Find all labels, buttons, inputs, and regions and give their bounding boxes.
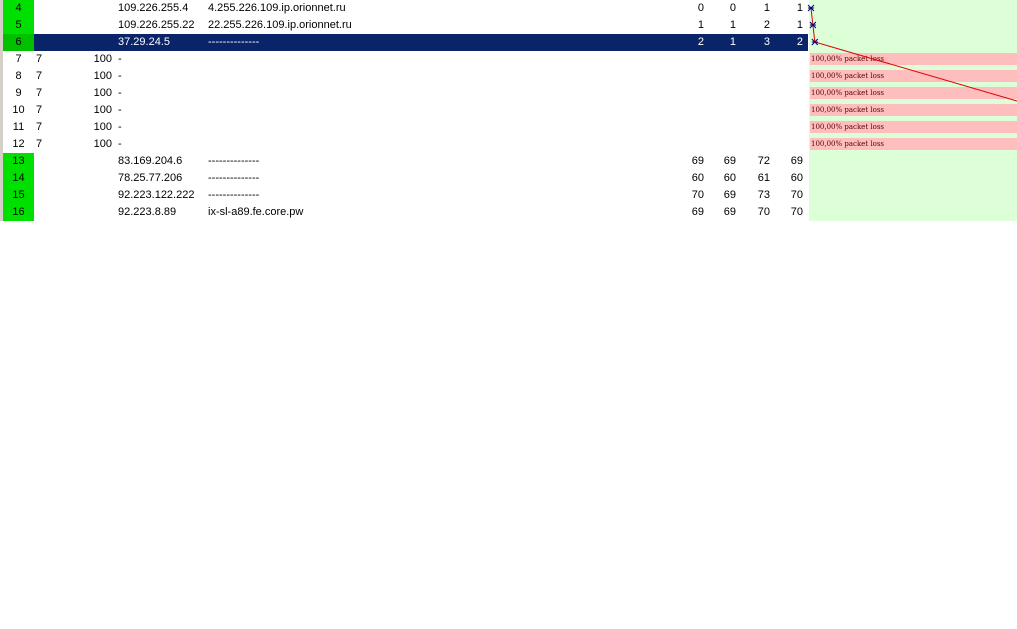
hop-number-cell: 15 xyxy=(3,187,34,204)
hostname-cell: -------------- xyxy=(208,189,260,201)
trace-row-hop-14[interactable] xyxy=(0,170,1017,187)
min-latency-cell xyxy=(710,136,736,153)
packet-loss-label: 100,00% packet loss xyxy=(810,121,1017,133)
avg-latency-cell: 0 xyxy=(697,2,704,14)
latency-graph-cell xyxy=(809,102,1017,119)
min-latency-cell: 69 xyxy=(723,155,736,167)
cur-latency-cell xyxy=(744,68,770,85)
ip-address-cell: 109.226.255.4 xyxy=(118,2,189,14)
cur-latency-cell: 3 xyxy=(763,36,770,48)
hostname-cell xyxy=(208,102,538,119)
hop-number-cell: 6 xyxy=(3,34,34,51)
min-latency-cell: 0 xyxy=(729,2,736,14)
sent-count-cell: 7 xyxy=(36,53,43,65)
cur-latency-cell: 70 xyxy=(757,206,770,218)
max-latency-cell: 60 xyxy=(790,172,803,184)
max-latency-cell: 70 xyxy=(790,189,803,201)
min-latency-cell xyxy=(710,51,736,68)
max-latency-cell xyxy=(777,51,803,68)
cur-latency-cell xyxy=(744,136,770,153)
ip-address-cell: 37.29.24.5 xyxy=(118,36,170,48)
trace-row-hop-6[interactable] xyxy=(0,34,1017,51)
avg-latency-cell: 2 xyxy=(697,36,704,48)
trace-row-hop-7[interactable] xyxy=(0,51,1017,68)
packet-loss-label: 100,00% packet loss xyxy=(810,70,1017,82)
avg-latency-cell: 60 xyxy=(691,172,704,184)
latency-graph-cell xyxy=(809,17,1017,34)
ip-address-cell: 78.25.77.206 xyxy=(118,172,183,184)
avg-latency-cell xyxy=(678,119,704,136)
packet-loss-percent-cell: 100 xyxy=(93,87,112,99)
sent-count-cell: 7 xyxy=(36,138,43,150)
cur-latency-cell: 1 xyxy=(763,2,770,14)
packet-loss-percent-cell xyxy=(78,153,112,170)
hostname-cell xyxy=(208,68,538,85)
trace-row-hop-5[interactable] xyxy=(0,17,1017,34)
cur-latency-cell xyxy=(744,102,770,119)
max-latency-cell xyxy=(777,68,803,85)
ip-address-cell: 83.169.204.6 xyxy=(118,155,183,167)
cur-latency-cell: 72 xyxy=(757,155,770,167)
ip-address-cell: - xyxy=(118,70,122,82)
hop-number-cell: 8 xyxy=(3,68,34,85)
max-latency-cell xyxy=(777,102,803,119)
avg-latency-cell xyxy=(678,136,704,153)
sent-count-cell: 7 xyxy=(36,104,43,116)
packet-loss-label: 100,00% packet loss xyxy=(810,87,1017,99)
packet-loss-percent-cell: 100 xyxy=(93,121,112,133)
hostname-cell xyxy=(208,136,538,153)
cur-latency-cell xyxy=(744,85,770,102)
ip-address-cell: 92.223.122.222 xyxy=(118,189,195,201)
avg-latency-cell xyxy=(678,51,704,68)
cur-latency-cell xyxy=(744,119,770,136)
packet-loss-percent-cell: 100 xyxy=(93,104,112,116)
min-latency-cell: 69 xyxy=(723,206,736,218)
sent-count-cell xyxy=(36,153,50,170)
latency-graph-cell xyxy=(809,119,1017,136)
sent-count-cell: 7 xyxy=(36,121,43,133)
trace-row-hop-12[interactable] xyxy=(0,136,1017,153)
packet-loss-percent-cell: 100 xyxy=(93,138,112,150)
max-latency-cell: 1 xyxy=(796,19,803,31)
min-latency-cell xyxy=(710,119,736,136)
trace-row-hop-16[interactable] xyxy=(0,204,1017,221)
hop-number-cell: 12 xyxy=(3,136,34,153)
avg-latency-cell: 70 xyxy=(691,189,704,201)
avg-latency-cell xyxy=(678,68,704,85)
packet-loss-percent-cell: 100 xyxy=(93,53,112,65)
cur-latency-cell: 2 xyxy=(763,19,770,31)
avg-latency-cell: 69 xyxy=(691,155,704,167)
hostname-cell: 22.255.226.109.ip.orionnet.ru xyxy=(208,19,352,31)
hostname-cell xyxy=(208,119,538,136)
packet-loss-percent-cell xyxy=(78,204,112,221)
hop-number-cell: 4 xyxy=(3,0,34,17)
max-latency-cell: 69 xyxy=(790,155,803,167)
ip-address-cell: - xyxy=(118,87,122,99)
sent-count-cell xyxy=(36,187,50,204)
hostname-cell: -------------- xyxy=(208,155,260,167)
cur-latency-cell: 61 xyxy=(757,172,770,184)
trace-row-hop-9[interactable] xyxy=(0,85,1017,102)
ip-address-cell: 92.223.8.89 xyxy=(118,206,177,218)
packet-loss-percent-cell xyxy=(78,0,112,17)
trace-route-table xyxy=(0,0,1017,221)
trace-row-hop-11[interactable] xyxy=(0,119,1017,136)
min-latency-cell xyxy=(710,85,736,102)
ip-address-cell: - xyxy=(118,138,122,150)
sent-count-cell: 7 xyxy=(36,87,43,99)
avg-latency-cell: 1 xyxy=(697,19,704,31)
packet-loss-percent-cell xyxy=(78,187,112,204)
hostname-cell: 4.255.226.109.ip.orionnet.ru xyxy=(208,2,346,14)
hostname-cell: -------------- xyxy=(208,36,260,48)
sent-count-cell: 7 xyxy=(36,70,43,82)
max-latency-cell xyxy=(777,85,803,102)
ip-address-cell: 109.226.255.22 xyxy=(118,19,195,31)
latency-graph-cell xyxy=(809,85,1017,102)
max-latency-cell: 1 xyxy=(796,2,803,14)
sent-count-cell xyxy=(36,17,50,34)
trace-row-hop-10[interactable] xyxy=(0,102,1017,119)
avg-latency-cell xyxy=(678,102,704,119)
latency-graph-cell xyxy=(809,187,1017,204)
max-latency-cell: 2 xyxy=(796,36,803,48)
sent-count-cell xyxy=(36,204,50,221)
trace-row-hop-15[interactable] xyxy=(0,187,1017,204)
latency-graph-cell xyxy=(809,0,1017,17)
min-latency-cell xyxy=(710,68,736,85)
cur-latency-cell xyxy=(744,51,770,68)
packet-loss-percent-cell xyxy=(78,34,112,51)
latency-graph-cell xyxy=(809,204,1017,221)
sent-count-cell xyxy=(36,170,50,187)
hop-number-cell: 16 xyxy=(3,204,34,221)
trace-row-hop-13[interactable] xyxy=(0,153,1017,170)
min-latency-cell: 69 xyxy=(723,189,736,201)
packet-loss-label: 100,00% packet loss xyxy=(810,138,1017,150)
max-latency-cell: 70 xyxy=(790,206,803,218)
hop-number-cell: 11 xyxy=(3,119,34,136)
max-latency-cell xyxy=(777,119,803,136)
cur-latency-cell: 73 xyxy=(757,189,770,201)
sent-count-cell xyxy=(36,0,50,17)
hop-number-cell: 7 xyxy=(3,51,34,68)
hop-number-cell: 13 xyxy=(3,153,34,170)
ip-address-cell: - xyxy=(118,104,122,116)
packet-loss-label: 100,00% packet loss xyxy=(810,53,1017,65)
hostname-cell xyxy=(208,85,538,102)
latency-graph-cell xyxy=(809,136,1017,153)
packet-loss-percent-cell: 100 xyxy=(93,70,112,82)
min-latency-cell xyxy=(710,102,736,119)
hostname-cell: ix-sl-a89.fe.core.pw xyxy=(208,206,304,218)
trace-row-hop-8[interactable] xyxy=(0,68,1017,85)
packet-loss-label: 100,00% packet loss xyxy=(810,104,1017,116)
hop-number-cell: 9 xyxy=(3,85,34,102)
avg-latency-cell xyxy=(678,85,704,102)
hop-number-cell: 10 xyxy=(3,102,34,119)
hop-number-cell: 5 xyxy=(3,17,34,34)
avg-latency-cell: 69 xyxy=(691,206,704,218)
latency-graph-cell xyxy=(809,170,1017,187)
trace-row-hop-4[interactable] xyxy=(0,0,1017,17)
min-latency-cell: 60 xyxy=(723,172,736,184)
packet-loss-percent-cell xyxy=(78,170,112,187)
hostname-cell: -------------- xyxy=(208,172,260,184)
latency-graph-cell xyxy=(809,68,1017,85)
max-latency-cell xyxy=(777,136,803,153)
sent-count-cell xyxy=(36,34,50,51)
min-latency-cell: 1 xyxy=(729,36,736,48)
latency-graph-cell xyxy=(809,153,1017,170)
packet-loss-percent-cell xyxy=(78,17,112,34)
hostname-cell xyxy=(208,51,538,68)
latency-graph-cell xyxy=(809,51,1017,68)
latency-graph-cell xyxy=(809,34,1017,51)
hop-number-cell: 14 xyxy=(3,170,34,187)
ip-address-cell: - xyxy=(118,121,122,133)
ip-address-cell: - xyxy=(118,53,122,65)
min-latency-cell: 1 xyxy=(729,19,736,31)
